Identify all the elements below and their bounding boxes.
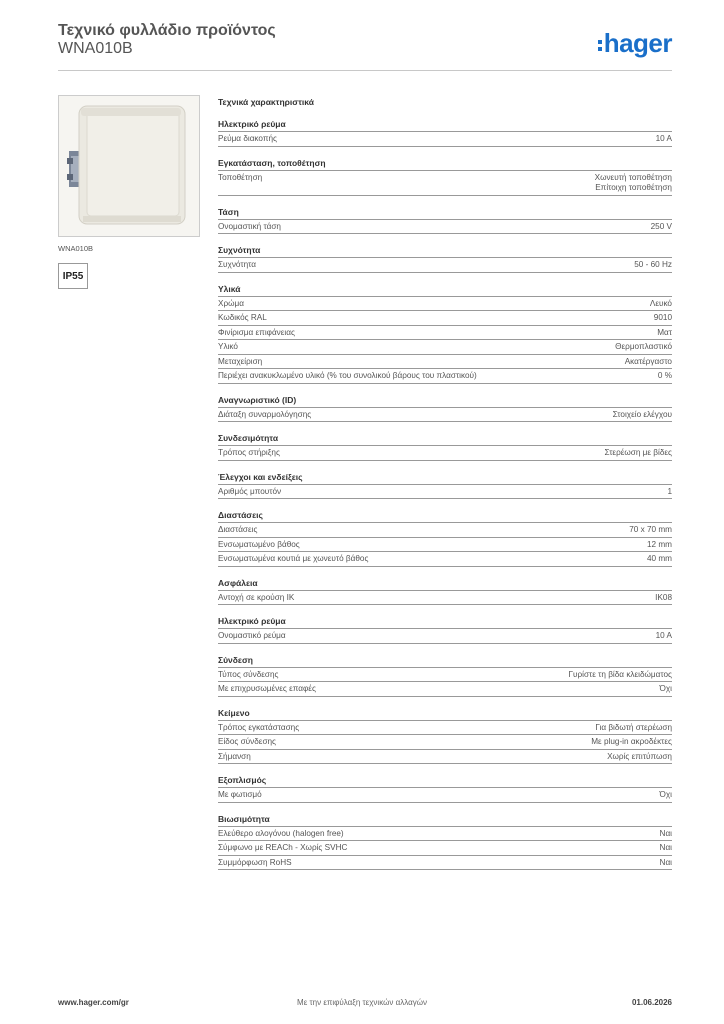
spec-section bbox=[218, 471, 672, 500]
spec-row bbox=[218, 355, 672, 370]
spec-row bbox=[218, 538, 672, 553]
spec-value bbox=[654, 313, 672, 324]
spec-row bbox=[218, 735, 672, 750]
document-title: Τεχνικό φυλλάδιο προϊόντος bbox=[58, 22, 276, 39]
spec-label: Αριθμός μπουτόν bbox=[218, 486, 282, 496]
spec-value-line: Όχι bbox=[659, 684, 672, 693]
spec-row bbox=[218, 682, 672, 697]
spec-value bbox=[647, 554, 672, 565]
spec-row bbox=[218, 132, 672, 147]
spec-value bbox=[615, 342, 672, 353]
spec-row bbox=[218, 297, 672, 312]
spec-value-line: Όχι bbox=[659, 790, 672, 799]
spec-label: Ελεύθερο αλογόνου (halogen free) bbox=[218, 828, 344, 838]
spec-value bbox=[660, 684, 672, 695]
spec-value bbox=[613, 410, 672, 421]
spec-value bbox=[568, 670, 672, 681]
spec-label: Διαστάσεις bbox=[218, 525, 258, 534]
spec-row bbox=[218, 258, 672, 273]
ip-rating-badge: IP55 bbox=[58, 263, 88, 289]
spec-row bbox=[218, 408, 672, 423]
product-image bbox=[58, 95, 200, 237]
spec-row bbox=[218, 788, 672, 803]
spec-label: Σύμφωνο με REACh - Χωρίς SVHC bbox=[218, 843, 348, 852]
section-title: Αναγνωριστικό (ID) bbox=[218, 394, 672, 408]
spec-row bbox=[218, 841, 672, 856]
spec-label: Μεταχείριση bbox=[218, 356, 263, 366]
spec-value bbox=[656, 134, 672, 145]
spec-value-line: Θερμοπλαστικό bbox=[615, 342, 672, 351]
spec-value bbox=[650, 299, 672, 310]
spec-label: Με φωτισμό bbox=[218, 790, 262, 799]
spec-section bbox=[218, 577, 672, 606]
section-title: Ασφάλεια bbox=[218, 577, 672, 591]
spec-row bbox=[218, 591, 672, 606]
product-code: WNA010B bbox=[58, 40, 133, 57]
spec-sections bbox=[218, 118, 672, 870]
switch-product-icon bbox=[59, 96, 199, 236]
spec-value bbox=[656, 631, 672, 642]
section-title: Κείμενο bbox=[218, 707, 672, 721]
spec-value-line: Στερέωση με βίδες bbox=[604, 448, 672, 457]
spec-value-line: Με plug-in ακροδέκτες bbox=[591, 737, 672, 746]
spec-label: Συμμόρφωση RoHS bbox=[218, 857, 292, 867]
spec-value-line: Για βιδωτή στερέωση bbox=[595, 722, 672, 732]
spec-label: Περιέχει ανακυκλωμένο υλικό (% του συνολικού βάρους του πλαστικού) bbox=[218, 371, 477, 380]
spec-value-line: Στοιχείο ελέγχου bbox=[612, 409, 672, 419]
spec-row bbox=[218, 856, 672, 871]
spec-value-line: 1 bbox=[667, 486, 672, 496]
section-title: Τάση bbox=[218, 206, 672, 220]
spec-value bbox=[651, 222, 672, 233]
spec-row bbox=[218, 340, 672, 355]
section-title: Συνδεσιμότητα bbox=[218, 432, 672, 446]
spec-value-line: 40 mm bbox=[646, 554, 672, 563]
spec-section bbox=[218, 157, 672, 196]
spec-value-line: 0 % bbox=[657, 371, 672, 380]
footer-date: 01.06.2026 bbox=[631, 998, 672, 1007]
spec-label: Ονομαστική τάση bbox=[218, 221, 281, 231]
page-header bbox=[58, 22, 672, 71]
spec-row bbox=[218, 668, 672, 683]
spec-value-line: Ναι bbox=[659, 828, 672, 838]
section-title: Εξοπλισμός bbox=[218, 774, 672, 788]
specs-heading: Τεχνικά χαρακτηριστικά bbox=[218, 97, 314, 107]
spec-value bbox=[591, 737, 672, 748]
spec-row bbox=[218, 311, 672, 326]
spec-label: Τρόπος στήριξης bbox=[218, 448, 280, 457]
spec-section bbox=[218, 118, 672, 147]
spec-value-line: 70 x 70 mm bbox=[629, 525, 672, 534]
spec-section bbox=[218, 654, 672, 697]
spec-value bbox=[605, 448, 672, 459]
spec-value-line: 250 V bbox=[650, 221, 672, 231]
spec-value-line: Γυρίστε τη βίδα κλειδώματος bbox=[568, 669, 672, 679]
spec-row bbox=[218, 220, 672, 235]
spec-label: Είδος σύνδεσης bbox=[218, 737, 276, 746]
spec-value-line: 12 mm bbox=[646, 539, 672, 549]
section-title: Βιωσιμότητα bbox=[218, 813, 672, 827]
spec-value-line: Λευκό bbox=[649, 298, 672, 308]
technical-specs bbox=[218, 97, 672, 880]
spec-row bbox=[218, 446, 672, 461]
section-title: Ηλεκτρικό ρεύμα bbox=[218, 615, 672, 629]
spec-value-line: Χωρίς επιτύπωση bbox=[607, 751, 672, 761]
spec-label: Χρώμα bbox=[218, 298, 244, 308]
spec-section bbox=[218, 432, 672, 461]
spec-value-line: Ναι bbox=[659, 843, 672, 852]
section-title: Έλεγχοι και ενδείξεις bbox=[218, 471, 672, 485]
spec-value bbox=[625, 357, 672, 368]
logo-dots-icon bbox=[598, 40, 602, 51]
spec-section bbox=[218, 206, 672, 235]
spec-row bbox=[218, 171, 672, 196]
spec-value-line: Χωνευτή τοποθέτηση bbox=[594, 172, 672, 182]
spec-value bbox=[657, 328, 672, 339]
spec-value bbox=[660, 843, 672, 854]
product-caption: WNA010B bbox=[58, 244, 94, 253]
spec-value-line: 50 - 60 Hz bbox=[634, 260, 672, 269]
spec-label: Με επιχρυσωμένες επαφές bbox=[218, 684, 316, 693]
spec-value-line: Ματ bbox=[657, 327, 672, 337]
section-title: Ηλεκτρικό ρεύμα bbox=[218, 118, 672, 132]
spec-label: Ενσωματωμένο βάθος bbox=[218, 539, 300, 549]
spec-section bbox=[218, 244, 672, 273]
spec-value-line: Ναι bbox=[659, 857, 672, 867]
spec-section bbox=[218, 283, 672, 384]
spec-value bbox=[647, 540, 672, 551]
spec-row bbox=[218, 629, 672, 644]
spec-value bbox=[595, 173, 672, 194]
spec-value bbox=[667, 487, 672, 498]
spec-value-line: 10 A bbox=[655, 631, 672, 640]
section-title: Σύνδεση bbox=[218, 654, 672, 668]
spec-value-line: 10 A bbox=[655, 134, 672, 143]
footer-url[interactable]: www.hager.com/gr bbox=[58, 998, 129, 1007]
spec-row bbox=[218, 827, 672, 842]
logo-text: hager bbox=[603, 28, 672, 58]
spec-row bbox=[218, 552, 672, 567]
spec-section bbox=[218, 774, 672, 803]
spec-label: Σήμανση bbox=[218, 751, 251, 761]
spec-label: Φινίρισμα επιφάνειας bbox=[218, 327, 295, 337]
spec-section bbox=[218, 813, 672, 871]
section-title: Διαστάσεις bbox=[218, 509, 672, 523]
spec-label: Αντοχή σε κρούση IK bbox=[218, 592, 295, 602]
spec-row bbox=[218, 326, 672, 341]
spec-section bbox=[218, 707, 672, 765]
spec-value bbox=[655, 593, 672, 604]
spec-section bbox=[218, 509, 672, 567]
spec-value-line: 9010 bbox=[653, 313, 672, 322]
spec-value bbox=[629, 525, 672, 536]
spec-value bbox=[658, 371, 672, 382]
spec-value bbox=[595, 723, 672, 734]
spec-value-line: Επίτοιχη τοποθέτηση bbox=[595, 183, 672, 192]
spec-label: Τρόπος εγκατάστασης bbox=[218, 722, 300, 732]
spec-value bbox=[634, 260, 672, 271]
spec-row bbox=[218, 750, 672, 765]
spec-row bbox=[218, 485, 672, 500]
section-title: Εγκατάσταση, τοποθέτηση bbox=[218, 157, 672, 171]
spec-row bbox=[218, 721, 672, 736]
spec-section bbox=[218, 394, 672, 423]
spec-label: Ενσωματωμένα κουτιά με χωνευτό βάθος bbox=[218, 554, 369, 563]
spec-value bbox=[660, 858, 672, 869]
spec-value bbox=[660, 829, 672, 840]
spec-label: Κωδικός RAL bbox=[218, 313, 267, 322]
hager-logo bbox=[598, 28, 672, 59]
spec-row bbox=[218, 523, 672, 538]
spec-value bbox=[607, 752, 672, 763]
spec-row bbox=[218, 369, 672, 384]
section-title: Υλικά bbox=[218, 283, 672, 297]
spec-label: Υλικό bbox=[218, 342, 238, 351]
footer-disclaimer: Με την επιφύλαξη τεχνικών αλλαγών bbox=[297, 998, 427, 1007]
spec-value-line: IK08 bbox=[655, 592, 672, 602]
spec-section bbox=[218, 615, 672, 644]
spec-label: Ρεύμα διακοπής bbox=[218, 134, 278, 143]
spec-value-line: Ακατέργαστο bbox=[624, 356, 672, 366]
spec-label: Συχνότητα bbox=[218, 260, 257, 269]
spec-label: Τοποθέτηση bbox=[218, 172, 263, 182]
spec-label: Διάταξη συναρμολόγησης bbox=[218, 409, 312, 419]
section-title: Συχνότητα bbox=[218, 244, 672, 258]
spec-value bbox=[660, 790, 672, 801]
spec-label: Ονομαστικό ρεύμα bbox=[218, 631, 286, 640]
spec-label: Τύπος σύνδεσης bbox=[218, 669, 279, 679]
